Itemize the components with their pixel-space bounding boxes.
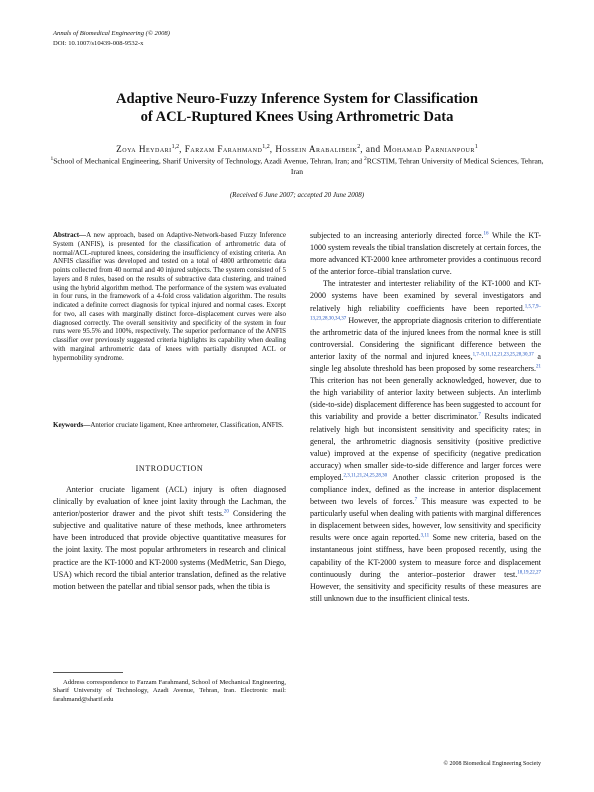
citation-link[interactable]: 7: [478, 412, 481, 418]
paragraph: [310, 278, 541, 605]
text-run: This criterion has not been generally acknowledged, however, due to the high variability of anterior laxity between subjects. An interlimb (side-to-side) displacement difference has been suggested to account for this variability and provide a better discriminator.: [310, 376, 541, 422]
affiliations: [50, 154, 544, 177]
abstract-label: Abstract—: [53, 231, 87, 239]
text-run: However, the appropriate diagnosis criterion to differentiate the arthrometric data of the injured knees from the normal knee is still controversial. Considering the significant difference between the anterior laxity of the normal and injured knees,: [310, 315, 541, 361]
citation-link[interactable]: 7: [414, 497, 418, 503]
doi-line: DOI: 10.1007/s10439-008-9532-x: [53, 40, 144, 47]
text-run: However, the sensitivity and specificity results of these measures are still unknown due to the insufficient clinical tests.: [310, 581, 541, 603]
citation-link[interactable]: 20: [223, 509, 229, 515]
author-name: Hossein Arabalibeik: [275, 144, 358, 155]
footnote-text: Address correspondence to Farzam Farahmand, School of Mechanical Engineering, Sharif University of Technology, Azadi Avenue, Tehran, Iran. Electronic mail: farahmand@sharif.edu: [53, 679, 286, 703]
copyright-line: © 2008 Biomedical Engineering Society: [443, 761, 541, 767]
section-heading-introduction: INTRODUCTION: [135, 464, 204, 473]
citation-link[interactable]: 16: [483, 231, 489, 237]
text-run: a single leg absolute threshold has been proposed by some researchers.: [310, 351, 541, 374]
abstract: [53, 231, 286, 362]
author-affil-sup: 2: [357, 144, 361, 150]
affil-text-2: RCSTIM, Tehran University of Medical Sciences, Tehran, Iran: [290, 156, 544, 176]
citation-link[interactable]: 3,11: [420, 533, 430, 539]
citation-link[interactable]: 1,7–9,11,12,21,23,25,28,30,37: [472, 352, 534, 358]
text-run: This measure was expected to be particularly useful when dealing with patients with marginal differences in displacement between sides, however, low sensitivity and specificity results were once again reported.: [310, 497, 541, 543]
paper-title: [60, 90, 534, 126]
citation-link[interactable]: 18,19,22,27: [517, 569, 541, 575]
citation-link[interactable]: 2,3,11,21,24,25,28,30: [343, 473, 388, 479]
journal-header: Annals of Biomedical Engineering (© 2008): [53, 30, 170, 37]
text-run: While the KT-1000 system reveals the tibial translation discretely at certain forces, the more advanced KT-2000 knee arthrometer provides a continuous record of the anterior force–tibial translation curve.: [310, 231, 541, 277]
correspondence-footnote: [53, 679, 286, 704]
author-name: Mohamad Parnianpour: [383, 144, 475, 155]
affil-sup: 2: [363, 156, 367, 162]
text-run: subjected to an increasing anteriorly directed force.: [310, 231, 484, 240]
author-list: Zoya Heydari$^{1,2}$, Farzam Farahmand$^{1,2}$, Hossein Arabalibeik$^2$, and Mohamad Parnianpour$^1$: [116, 144, 478, 155]
footnote-divider: [53, 672, 123, 673]
text-run: Some new criteria, based on the instantaneous joint stiffness, have been proposed recently, using the capability of the KT-2000 system to measure force and displacement continuously during the anterior–posterior drawer test.: [310, 533, 542, 579]
author-affil-sup: 1,2: [262, 144, 270, 150]
title-line-2: of ACL-Ruptured Knees Using Arthrometric Data: [140, 109, 454, 125]
text-run: Considering the subjective and qualitative nature of these methods, knee arthrometers have been introduced that provide objective quantitative measures for the joint laxity. The most popular arthrometers in research and clinical practice are the KT-1000 and KT-2000 systems (MedMetric, San Diego, USA) which record the tibial anterior translation, defined as the relative motion between the patellar and tibial sensor pads, when the tibia is: [53, 509, 286, 591]
text-run: Another classic criterion proposed is the compliance index, defined as the increase in anterior displacement between two levels of forces.: [310, 472, 541, 507]
citation-link[interactable]: 21: [536, 364, 541, 370]
text-run: Anterior cruciate ligament (ACL) injury is often diagnosed clinically by evaluation of knee joint laxity through the Lachman, the anterior/posterior drawer and the pivot shift tests.: [53, 485, 286, 519]
keywords-text: Anterior cruciate ligament, Knee arthrometer, Classification, ANFIS.: [90, 421, 284, 429]
text-run: Results indicated relatively high but inconsistent sensitivity and specificity rates; in general, the arthrometric diagnosis sensitivity (positive predictive value) improved at the expense of specificity (negative predication accuracy) when smaller side-to-side difference and larger forces were employed.: [310, 412, 541, 482]
affil-sup: 1: [50, 156, 54, 162]
title-line-1: Adaptive Neuro-Fuzzy Inference System for Classification: [116, 91, 478, 107]
abstract-text: A new approach, based on Adaptive-Network-based Fuzzy Inference System (ANFIS), is presented for the classification of arthrometric data of normal/ACL-ruptured knees, considering the insufficiency of existing criteria. An ANFIS classifier was developed and tested on a total of 4800 arthrometric data points collected from 40 normal and 40 injured subjects. The system consisted of 5 layers and 8 rules, based on the results of subtractive data clustering, and trained using the hybrid algorithm method. The performance of the system was evaluated in four runs, in the framework of a 4-fold cross validation algorithm. The results indicated a definite correct diagnosis for typical injured and normal cases. Except for two, all cases with marginally distinct force–displacement curves were also diagnosed correctly. The overall sensitivity and specificity of the system in four runs were 95.5% and 100%, respectively. The superior performance of the ANFIS classifier over previously suggested criteria highlights its capability when dealing with marginal arthrometric data of knees with partially disrupted ACL or hypermobility syndrome.: [53, 231, 286, 362]
keywords-label: Keywords—: [53, 421, 91, 429]
affil-text-1: School of Mechanical Engineering, Sharif University of Technology, Azadi Avenue, Tehran, Iran; and: [53, 156, 364, 166]
paragraph: [53, 484, 286, 593]
author-name: Farzam Farahmand: [184, 144, 263, 155]
text-run: The intratester and intertester reliability of the KT-1000 and KT-2000 systems have been examined by several investigators and relatively high reliability coefficients have been reported.: [310, 279, 541, 313]
right-column-body: [310, 230, 541, 605]
paragraph: [310, 230, 541, 278]
introduction-body: [53, 484, 286, 593]
keywords: [53, 421, 286, 430]
author-affil-sup: 1: [474, 144, 478, 150]
author-name: Zoya Heydari: [116, 144, 172, 155]
citation-link[interactable]: 1,5,7,9–13,23,28,30,34,37: [310, 303, 541, 321]
received-dates: (Received 6 June 2007; accepted 20 June 2008): [229, 191, 365, 199]
author-affil-sup: 1,2: [171, 144, 180, 150]
